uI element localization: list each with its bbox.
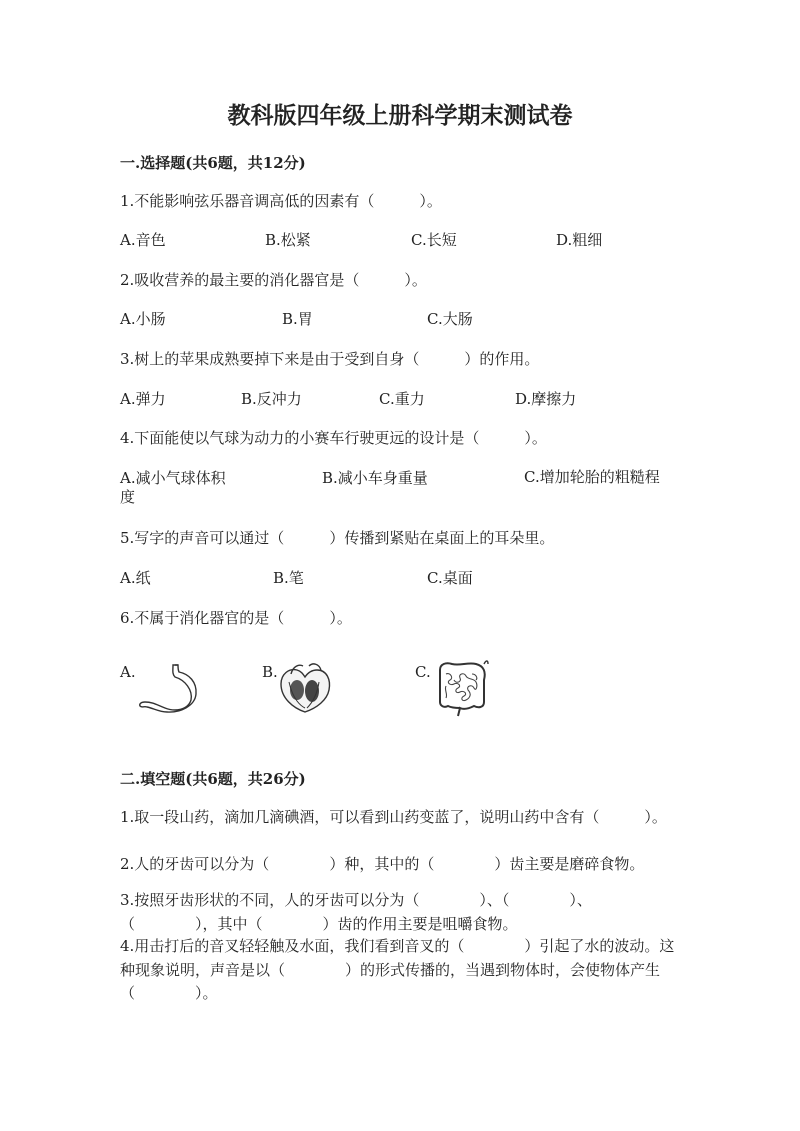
option-a: A.小肠 <box>120 310 166 328</box>
option-d: D.粗细 <box>556 231 603 249</box>
question-1: 1.不能影响弦乐器音调高低的因素有（ ）。 <box>120 192 442 210</box>
heart-image <box>275 660 335 716</box>
question-4: 4.下面能使以气球为动力的小赛车行驶更远的设计是（ ）。 <box>120 429 547 447</box>
option-a: A. <box>120 663 136 681</box>
fill-question-1: 1.取一段山药，滴加几滴碘酒，可以看到山药变蓝了，说明山药中含有（ ）。 <box>120 808 667 826</box>
stomach-image <box>135 662 200 714</box>
fill-question-3: 3.按照牙齿形状的不同，人的牙齿可以分为（ ）、（ ）、（ ），其中（ ）齿的作用主要是咀嚼食物。 <box>120 891 592 933</box>
option-b: B. <box>262 663 278 681</box>
question-5: 5.写字的声音可以通过（ ）传播到紧贴在桌面上的耳朵里。 <box>120 529 555 547</box>
option-c: C.长短 <box>411 231 457 249</box>
option-a: A.弹力 <box>120 390 166 408</box>
option-c: C.大肠 <box>427 310 473 328</box>
option-b: B.松紧 <box>265 231 311 249</box>
section-heading-choice: 一.选择题(共6题，共12分) <box>120 154 306 172</box>
option-a: A.音色 <box>120 231 166 249</box>
option-d: D.摩擦力 <box>515 390 577 408</box>
question-2: 2.吸收营养的最主要的消化器官是（ ）。 <box>120 271 427 289</box>
option-b: B.胃 <box>282 310 313 328</box>
fill-question-2: 2.人的牙齿可以分为（ ）种，其中的（ ）齿主要是磨碎食物。 <box>120 855 645 873</box>
option-b: B.笔 <box>273 569 304 587</box>
option-c: C.桌面 <box>427 569 473 587</box>
page-title: 教科版四年级上册科学期末测试卷 <box>227 102 573 129</box>
question-3: 3.树上的苹果成熟要掉下来是由于受到自身（ ）的作用。 <box>120 350 540 368</box>
option-c: C.增加轮胎的粗糙程度 <box>120 468 660 506</box>
fill-question-4: 4.用击打后的音叉轻轻触及水面，我们看到音叉的（ ）引起了水的波动。这种现象说明，声音是以（ ）的形式传播的，当遇到物体时，会使物体产生（ ）。 <box>120 937 675 1002</box>
intestine-image <box>432 656 490 720</box>
option-a: A.减小气球体积 <box>120 469 226 487</box>
option-c: C. <box>415 663 431 681</box>
option-b: B.减小车身重量 <box>322 469 428 487</box>
option-c: C.重力 <box>379 390 425 408</box>
section-heading-fill: 二.填空题(共6题，共26分) <box>120 770 306 788</box>
option-b: B.反冲力 <box>241 390 302 408</box>
question-6: 6.不属于消化器官的是（ ）。 <box>120 609 352 627</box>
option-a: A.纸 <box>120 569 151 587</box>
